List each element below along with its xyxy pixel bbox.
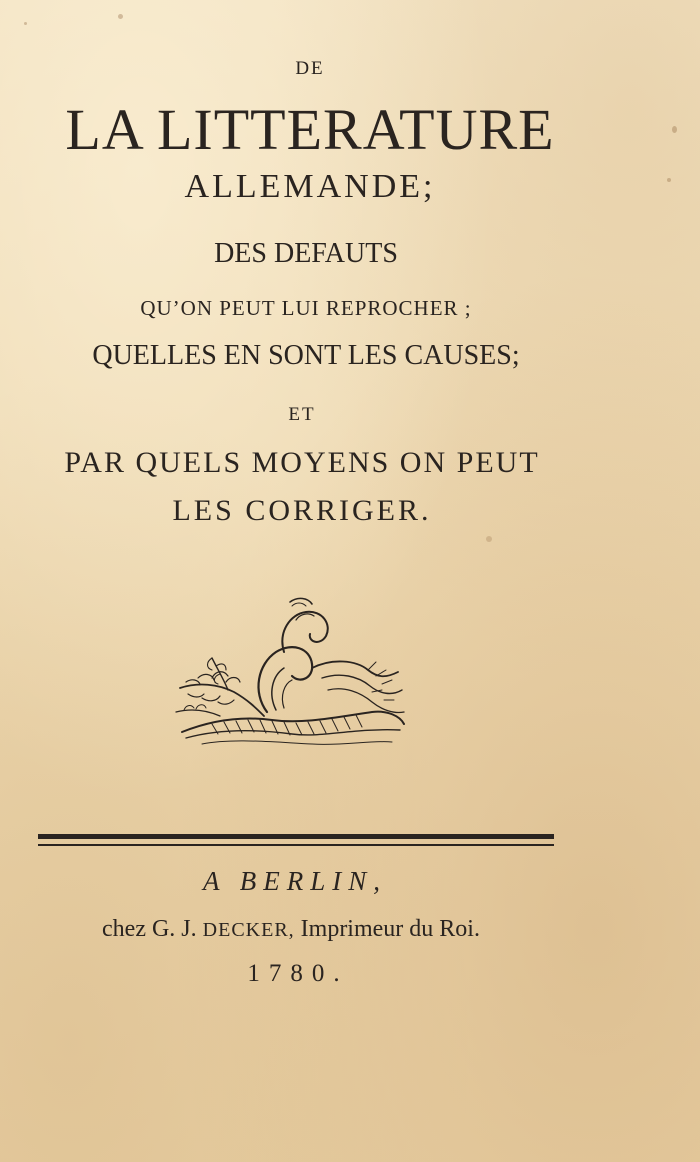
- printer-name: DECKER,: [202, 919, 295, 941]
- printer-prefix: chez G. J.: [102, 916, 197, 942]
- line-de: DE: [295, 58, 325, 79]
- double-rule-thin: [38, 844, 554, 846]
- paper-spot: [118, 14, 123, 19]
- double-rule-thick: [38, 834, 554, 839]
- main-title: LA LITTERATURE: [65, 97, 555, 162]
- imprint-place: A BERLIN,: [203, 866, 387, 896]
- line-et: ET: [288, 404, 316, 425]
- line-quon: QU’ON PEUT LUI REPROCHER ;: [140, 296, 472, 320]
- line-defauts: DES DEFAUTS: [214, 238, 398, 269]
- foliage-vignette-icon: [172, 592, 412, 757]
- printer-suffix: Imprimeur du Roi.: [300, 916, 480, 942]
- line-allemande: ALLEMANDE;: [184, 168, 436, 205]
- line-quelles: QUELLES EN SONT LES CAUSES;: [92, 340, 520, 371]
- paper-spot: [24, 22, 27, 25]
- imprint-printer: [0, 916, 582, 943]
- paper-spot: [486, 536, 492, 542]
- imprint-year: 1780.: [247, 960, 349, 987]
- line-par: PAR QUELS MOYENS ON PEUT: [64, 446, 540, 479]
- paper-spot: [667, 178, 671, 182]
- line-corriger: LES CORRIGER.: [172, 494, 432, 527]
- paper-spot: [672, 126, 677, 133]
